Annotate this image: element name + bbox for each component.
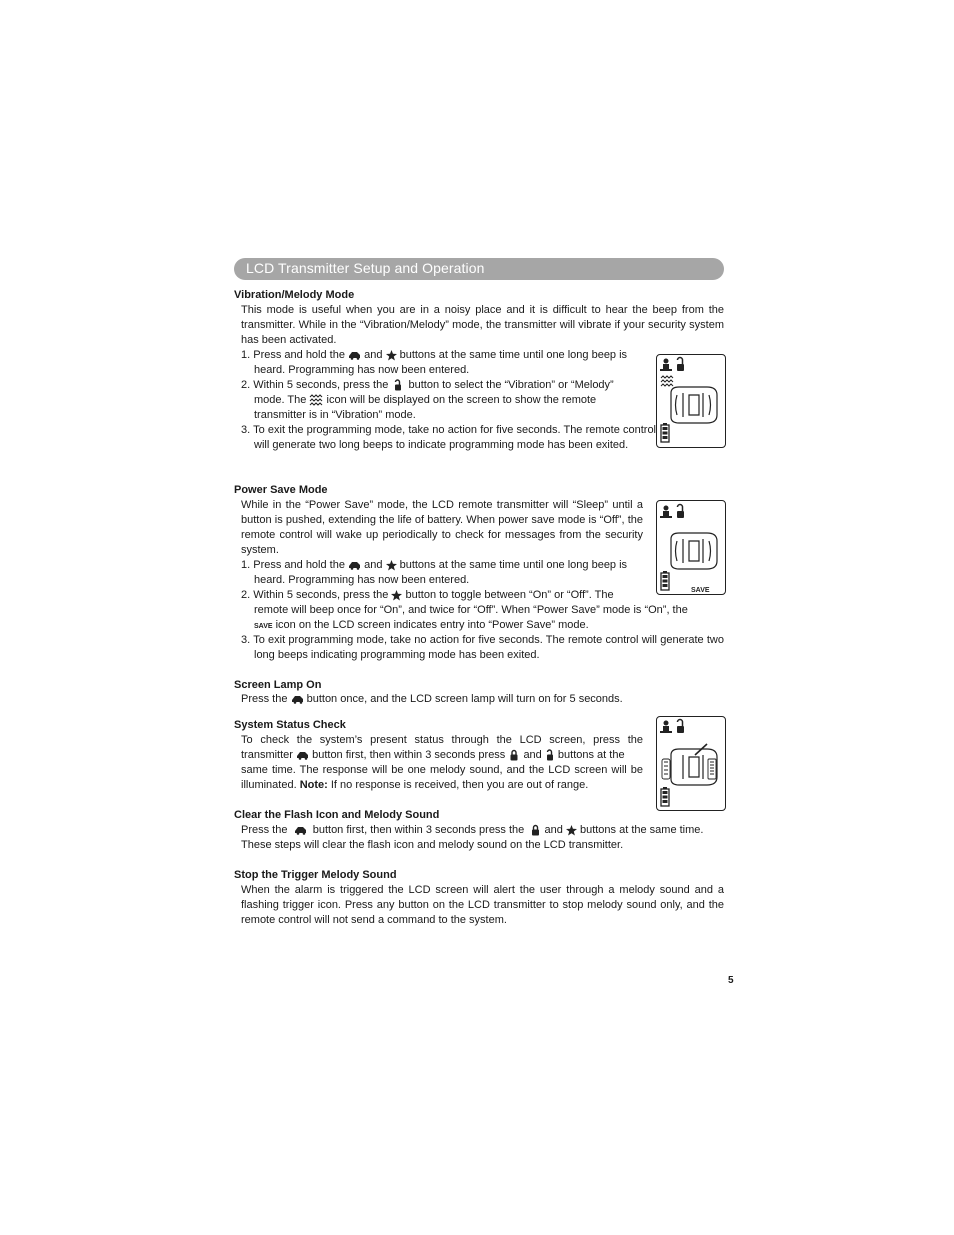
vibration-icon [309,394,323,406]
battery-icon [661,571,669,590]
lcd-power-save-art [657,501,725,594]
section-title: LCD Transmitter Setup and Operation [246,260,485,276]
power-save-step2-line3: SAVE icon on the LCD screen indicates entry into “Power Save” mode. [254,619,589,631]
lcd-status-art [657,717,725,810]
stop-trigger-heading: Stop the Trigger Melody Sound [234,869,397,881]
lcd-screen-power-save [656,500,726,595]
save-icon: SAVE [254,623,273,630]
arm-icon [660,721,672,734]
stop-trigger-text: When the alarm is triggered the LCD screen will alert the user through a melody sound and a flashing trigger icon. Press any button on the LCD transmitter to stop melody sound only, and the remote control will not send a command to the system. [241,884,724,926]
lcd-save-label: SAVE [691,587,710,594]
clear-flash-line1: Press the button first, then within 3 seconds press the and buttons at the same time. [241,824,704,836]
lock-icon [530,824,541,836]
vibration-icon [661,376,673,386]
star-icon [566,825,577,836]
clear-flash-line2: These steps will clear the flash icon and melody sound on the LCD transmitter. [241,839,624,851]
power-save-step1-line1: 1. Press and hold the and buttons at the same time until one long beep is [241,559,628,571]
note-label: Note: [299,779,328,791]
unlock-icon [545,749,555,761]
power-save-step1-line2: heard. Programming has now been entered. [254,574,470,586]
power-save-intro: While in the “Power Save” mode, the LCD remote transmitter will “Sleep” until a button is pushed, extending the life of battery. When power save mode is “Off”, the remote control will wake up periodically to check for messages from the security system. [241,499,643,556]
vibration-step3: 3. To exit the programming mode, take no action for five seconds. The remote control will generate two long beeps to indicate programming mode has been exited. [241,424,656,451]
section-header-bar [234,258,724,280]
trunk-icon [348,350,361,360]
car-icon [671,387,717,423]
lcd-vibration-art [657,355,725,447]
screen-lamp-text: Press the button once, and the LCD screen lamp will turn on for 5 seconds. [241,693,623,705]
status-check-line4: illuminated. Note: If no response is received, then you are out of range. [241,779,589,791]
trunk-icon [348,560,361,570]
power-save-step3: 3. To exit programming mode, take no action for five seconds. The remote control will generate two long beeps indicating programming mode has been exited. [241,634,724,661]
unlock-icon [677,505,684,519]
trunk-icon [291,694,304,704]
status-check-line2: transmitter button first, then within 3 seconds press and buttons at the [241,749,625,761]
trunk-icon [296,750,309,760]
status-check-line1: To check the system’s present status through the LCD screen, press the [241,734,643,746]
vibration-step1-line2: heard. Programming has now been entered. [254,364,470,376]
vibration-step2-line1: 2. Within 5 seconds, press the button to select the “Vibration” or “Melody” [241,379,614,391]
trunk-icon [294,825,307,835]
lock-icon [508,749,520,761]
star-icon [386,350,397,361]
vibration-step2-line2: mode. The icon will be displayed on the screen to show the remote [254,394,597,406]
vibration-heading: Vibration/Melody Mode [234,289,355,301]
vibration-step2-line3: transmitter is in “Vibration” mode. [254,409,416,421]
lcd-screen-vibration [656,354,726,448]
clear-flash-heading: Clear the Flash Icon and Melody Sound [234,809,440,821]
vibration-intro: This mode is useful when you are in a noisy place and it is difficult to hear the beep from the transmitter. While in the “Vibration/Melody” mode, the transmitter will vibrate if your security system has been activated. [241,304,724,346]
unlock-icon [391,379,405,391]
lcd-screen-status [656,716,726,811]
power-save-step2-line1: 2. Within 5 seconds, press the button to toggle between “On” or “Off”. The [241,589,614,601]
battery-icon [661,787,669,806]
power-save-heading: Power Save Mode [234,484,328,496]
car-icon [671,533,717,569]
battery-icon [661,423,669,442]
star-icon [386,560,397,571]
unlock-icon [677,720,684,734]
power-save-step2-line2: remote will beep once for “On”, and twice for “Off”. When “Power Save” mode is “On”, the [254,604,688,616]
arm-icon [660,506,672,519]
page-number: 5 [728,975,734,986]
vibration-step1-line1: 1. Press and hold the and buttons at the same time until one long beep is [241,349,628,361]
screen-lamp-heading: Screen Lamp On [234,679,322,691]
arm-icon [660,359,672,372]
status-check-line3: same time. The response will be one melody sound, and the LCD screen will be [241,764,643,776]
unlock-icon [677,358,684,372]
star-icon [391,590,402,601]
status-check-heading: System Status Check [234,719,346,731]
